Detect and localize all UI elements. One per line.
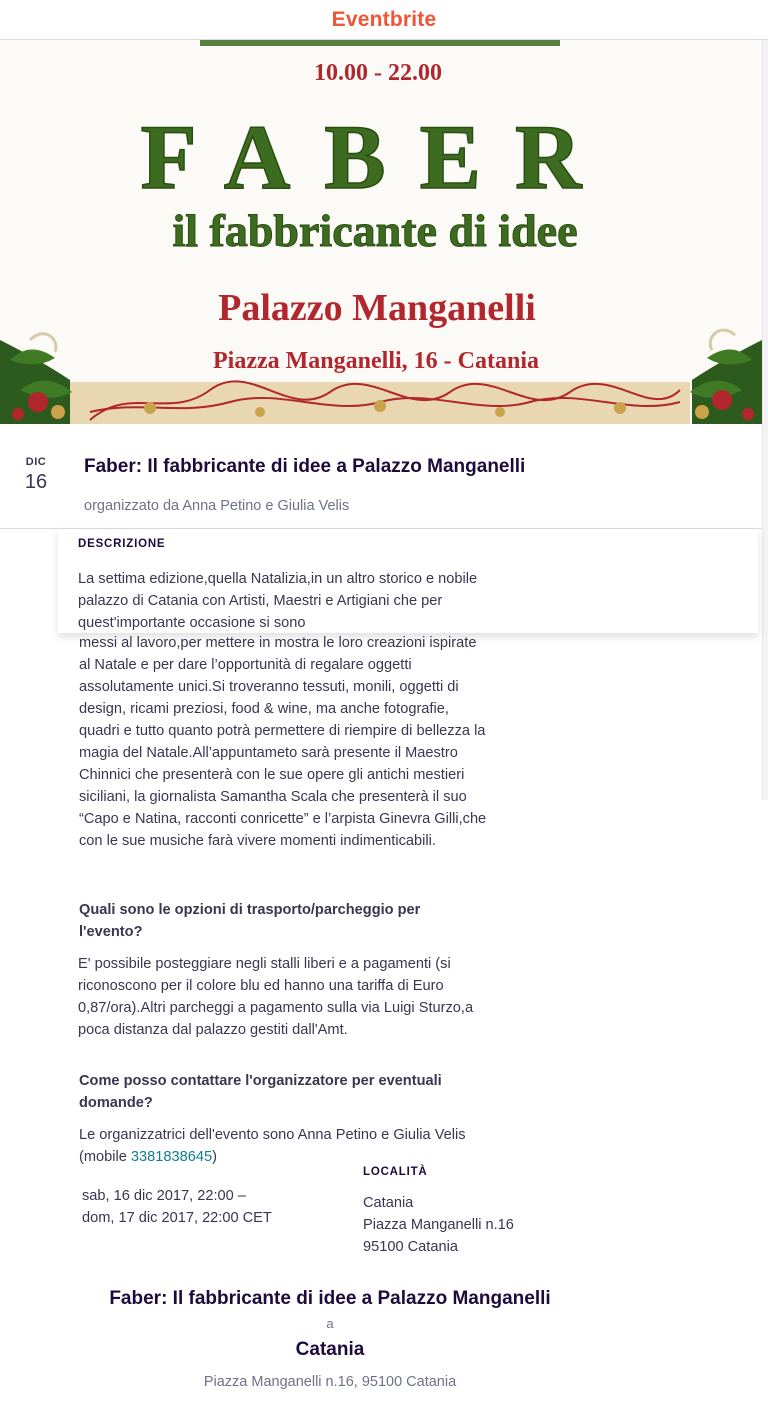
location-line-3: 95100 Catania [363,1239,458,1255]
event-title: Faber: Il fabbricante di idee a Palazzo Manganelli [84,456,526,477]
faq-answer-contact [79,1124,489,1168]
poster-big-title: FABER [140,106,616,208]
event-footer-summary [0,1286,660,1394]
faq-answer-contact-suffix: ) [212,1149,217,1165]
event-start-datetime: sab, 16 dic 2017, 22:00 – [82,1188,246,1204]
faq-answer-parking: E' possibile posteggiare negli stalli liberi e a pagamenti (si riconoscono per il colore blu ed hanno una tariffa di Euro 0,87/ora).Altri parcheggi a pagamento sulla via Luigi Sturzo,a poca distanza dal palazzo gestiti dall'Amt. [78,956,474,1038]
description-text-part2: messi al lavoro,per mettere in mostra le loro creazioni ispirate al Natale e per dare l’opportunità di regalare oggetti assolutamente unici.Si troveranno tessuti, monili, oggetti di design, ricami preziosi, food & wine, ma anche fotografie, quadri e tutto quanto potrà permettere di riempire di bellezza la magia del Natale.All’appuntameto sarà presente il Maestro Chinnici che presenterà con le sue opere gli antichi mestieri siciliani, la giornalista Samantha Scala che presenterà il suo “Capo e Natina, racconti conricette” e l’arpista Ginevra Gilli,che con le sue musiche farà vivere momenti indimenticabili. [79,635,487,849]
footer-event-title: Faber: Il fabbricante di idee a Palazzo Manganelli [109,1288,551,1309]
location-line-1: Catania [363,1195,414,1211]
poster-illustration [0,40,762,424]
description-heading: DESCRIZIONE [78,538,166,550]
poster-subtitle: il fabbricante di idee [172,205,578,256]
faq-question-contact: Come posso contattare l'organizzatore per eventuali domande? [79,1073,442,1111]
footer-address: Piazza Manganelli n.16, 95100 Catania [203,1374,457,1390]
location-line-2: Piazza Manganelli n.16 [363,1217,514,1233]
footer-city: Catania [295,1339,365,1360]
event-date-month: DIC [25,456,47,468]
faq-answer-contact-text: Le organizzatrici dell'evento sono Anna Petino e Giulia Velis (mobile [79,1127,466,1165]
event-end-datetime: dom, 17 dic 2017, 22:00 CET [82,1210,272,1226]
poster-time: 10.00 - 22.00 [314,60,442,86]
event-date-day: 16 [24,471,48,493]
event-hero-image [0,40,762,424]
top-bar [0,0,768,40]
event-datetime [82,1185,342,1229]
footer-connector: a [326,1316,334,1331]
poster-venue: Palazzo Manganelli [218,287,536,329]
poster-address: Piazza Manganelli, 16 - Catania [213,348,539,374]
location-heading: LOCALITÀ [363,1166,428,1178]
page-edge-shadow [762,40,768,800]
faq-question-parking: Quali sono le opzioni di trasporto/parcheggio per l'evento? [79,902,421,940]
event-header [0,424,762,529]
event-organizer[interactable]: organizzato da Anna Petino e Giulia Velis [84,498,350,514]
organizer-phone-link[interactable]: 3381838645 [130,1149,213,1165]
eventbrite-logo[interactable]: Eventbrite [331,7,437,31]
description-text-part1: La settima edizione,quella Natalizia,in un altro storico e nobile palazzo di Catania con Artisti, Maestri e Artigiani che per quest'importante occasione si sono [78,571,478,631]
location-address [363,1192,623,1258]
